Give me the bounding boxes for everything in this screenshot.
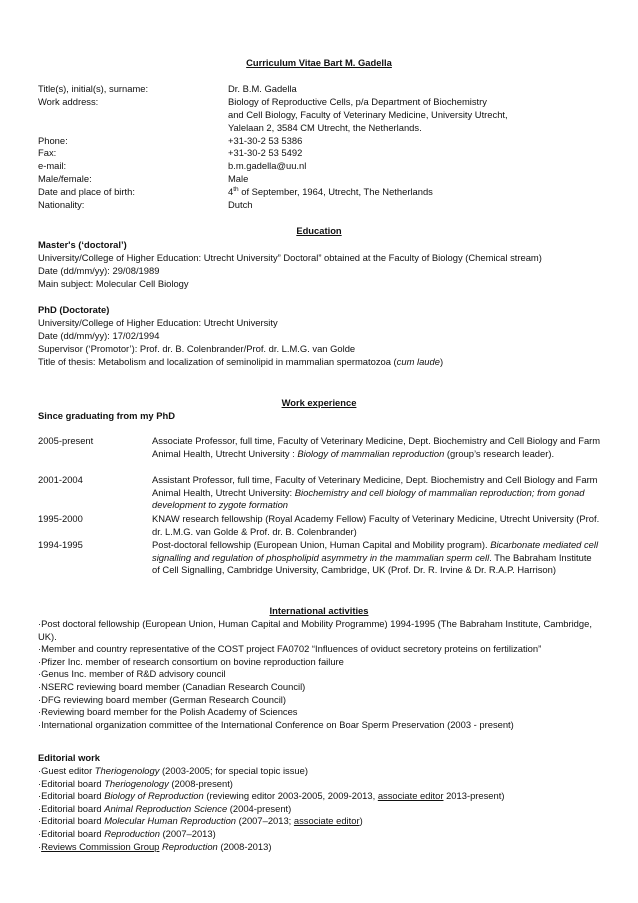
- editorial-text: 2013-present): [443, 790, 505, 802]
- international-item: ·Reviewing board member for the Polish Academy of Sciences: [38, 706, 298, 718]
- editorial-item: [38, 815, 603, 828]
- personal-value: Yalelaan 2, 3584 CM Utrecht, the Netherlands.: [228, 122, 422, 133]
- international-item: ·Member and country representative of the COST project FA0702 “Influences of oviduct secretory proteins on fertilization”: [38, 643, 542, 655]
- work-date: 1995-2000: [38, 513, 83, 524]
- masters-heading: Master's (‘doctoral’): [38, 239, 127, 250]
- editorial-text: (reviewing editor 2003-2005, 2009-2013,: [203, 790, 378, 802]
- editorial-list: [38, 765, 603, 853]
- editorial-item: [38, 790, 603, 803]
- work-description: [152, 474, 602, 512]
- personal-label: Work address:: [38, 96, 99, 107]
- international-heading: International activities: [269, 605, 369, 616]
- journal-name: Animal Reproduction Science: [104, 802, 228, 814]
- personal-value: and Cell Biology, Faculty of Veterinary Medicine, University Utrecht,: [228, 109, 508, 120]
- thesis-honour: cum laude: [396, 356, 440, 367]
- editorial-item: [38, 803, 603, 816]
- journal-name: Biology of Reproduction: [104, 790, 204, 802]
- birth-value: [228, 186, 433, 199]
- international-item: ·Post doctoral fellowship (European Union, Human Capital and Mobility Programme) 1994-1995 (The Babraham Institute, Cambridge, UK).: [38, 618, 592, 642]
- thesis-close: ): [439, 356, 444, 367]
- editorial-heading: Editorial work: [38, 752, 100, 763]
- editorial-text: ·Guest editor: [38, 765, 95, 776]
- masters-line: University/College of Higher Education: Utrecht University” Doctoral” obtained at the Faculty of Biology (Chemical stream): [38, 252, 542, 263]
- journal-name: Molecular Human Reproduction: [104, 815, 237, 827]
- international-item: ·DFG reviewing board member (German Research Council): [38, 693, 286, 705]
- work-date: 1994-1995: [38, 539, 83, 550]
- editorial-role: Reviews Commission Group: [41, 840, 160, 852]
- phd-heading: PhD (Doctorate): [38, 304, 110, 315]
- work-subheading: Since graduating from my PhD: [38, 410, 175, 421]
- editorial-text: (2007–2013;: [236, 815, 294, 827]
- journal-name: Reproduction: [159, 840, 218, 852]
- personal-label: Fax:: [38, 147, 57, 158]
- work-text: . The Babraham Institute of Cell Signalling, Cambridge University, Cambridge, UK (Prof. Dr. R. Irvine & Dr. R.A.P. Harrison): [152, 551, 592, 576]
- personal-value: Male: [228, 173, 249, 184]
- international-item: ·NSERC reviewing board member (Canadian Research Council): [38, 680, 306, 692]
- personal-label: Male/female:: [38, 173, 92, 184]
- work-text: Associate Professor, full time, Faculty of Veterinary Medicine, Dept. Biochemistry and Cell Biology and Farm Animal Health, Utrecht University :: [152, 435, 601, 459]
- work-topic: Biology of mammalian reproduction: [297, 447, 445, 459]
- work-date: 2005-present: [38, 435, 94, 446]
- editorial-text: (2008-2013): [217, 840, 272, 852]
- international-list: [38, 618, 603, 731]
- work-text: Post-doctoral fellowship (European Union, Human Capital and Mobility program).: [152, 539, 491, 550]
- work-text: Assistant Professor, full time, Faculty of Veterinary Medicine, Dept. Biochemistry and Cell Biology and Farm Animal Health, Utrecht University:: [152, 474, 598, 498]
- editorial-text: ·Editorial board: [38, 827, 105, 839]
- document-title: Curriculum Vitae Bart M. Gadella: [246, 57, 392, 68]
- personal-label: Phone:: [38, 135, 68, 146]
- phd-line: Date (dd/mm/yy): 17/02/1994: [38, 330, 160, 341]
- journal-name: Theriogenology: [104, 777, 169, 789]
- work-description: [152, 435, 602, 460]
- work-description: [152, 539, 602, 577]
- personal-label: e-mail:: [38, 160, 67, 171]
- work-heading: Work experience: [281, 397, 357, 408]
- personal-label: Date and place of birth:: [38, 186, 135, 197]
- personal-value: +31-30-2 53 5492: [228, 147, 303, 158]
- journal-name: Reproduction: [104, 827, 160, 839]
- international-item: ·Genus Inc. member of R&D advisory council: [38, 668, 226, 680]
- email-value: b.m.gadella@uu.nl: [228, 160, 307, 171]
- journal-name: Theriogenology: [94, 765, 160, 776]
- personal-value: Dr. B.M. Gadella: [228, 83, 297, 94]
- editorial-text: ): [359, 815, 363, 827]
- phd-line: Supervisor (‘Promotor’): Prof. dr. B. Colenbrander/Prof. dr. L.M.G. van Golde: [38, 343, 356, 354]
- editorial-item: [38, 765, 603, 778]
- editorial-text: ·Editorial board: [38, 815, 105, 827]
- birth-day-suffix: th: [233, 185, 239, 193]
- personal-value: Biology of Reproductive Cells, p/a Department of Biochemistry: [228, 96, 487, 107]
- editorial-item: [38, 778, 603, 791]
- personal-value: Dutch: [228, 199, 253, 210]
- masters-line: Date (dd/mm/yy): 29/08/1989: [38, 265, 160, 276]
- editorial-role: associate editor: [293, 815, 360, 827]
- thesis-text: Title of thesis: Metabolism and localization of seminolipid in mammalian spermatozoa (: [38, 356, 397, 367]
- international-item: ·International organization committee of the International Conference on Boar Sperm Preservation (2003 - present): [38, 718, 514, 730]
- birth-day: 4: [228, 186, 234, 197]
- editorial-text: ·Editorial board: [38, 777, 105, 789]
- editorial-item: [38, 841, 603, 854]
- education-heading: Education: [296, 225, 342, 236]
- personal-label: Nationality:: [38, 199, 85, 210]
- phd-line: University/College of Higher Education: Utrecht University: [38, 317, 278, 328]
- international-item: ·Pfizer Inc. member of research consortium on bovine reproduction failure: [38, 655, 344, 667]
- work-topic: Bicarbonate mediated cell signalling and regulation of phospholipid asymmetry in the mammalian sperm cell: [152, 539, 599, 563]
- editorial-text: (2004-present): [227, 802, 292, 814]
- editorial-item: [38, 828, 603, 841]
- editorial-text: (2008-present): [168, 777, 233, 789]
- work-text: (group’s research leader).: [444, 447, 555, 459]
- editorial-role: associate editor: [377, 790, 444, 802]
- work-topic: Biochemistry and cell biology of mammalian reproduction; from gonad development to zygote formation: [152, 486, 585, 511]
- work-text: KNAW research fellowship (Royal Academy Fellow) Faculty of Veterinary Medicine, Utrecht University (Prof. dr. L.M.G. van Golde & Prof. dr. B. Colenbrander): [152, 513, 600, 537]
- editorial-text: ·Editorial board: [38, 790, 105, 802]
- personal-value: +31-30-2 53 5386: [228, 135, 303, 146]
- masters-line: Main subject: Molecular Cell Biology: [38, 278, 189, 289]
- editorial-text: ·Editorial board: [38, 802, 105, 814]
- editorial-text: ·: [38, 840, 42, 852]
- work-description: [152, 513, 602, 538]
- personal-label: Title(s), initial(s), surname:: [38, 83, 149, 94]
- work-date: 2001-2004: [38, 474, 83, 485]
- editorial-text: (2003-2005; for special topic issue): [159, 765, 308, 776]
- birth-rest: of September, 1964, Utrecht, The Netherlands: [238, 186, 433, 197]
- editorial-text: (2007–2013): [159, 827, 216, 839]
- phd-thesis: [38, 356, 443, 369]
